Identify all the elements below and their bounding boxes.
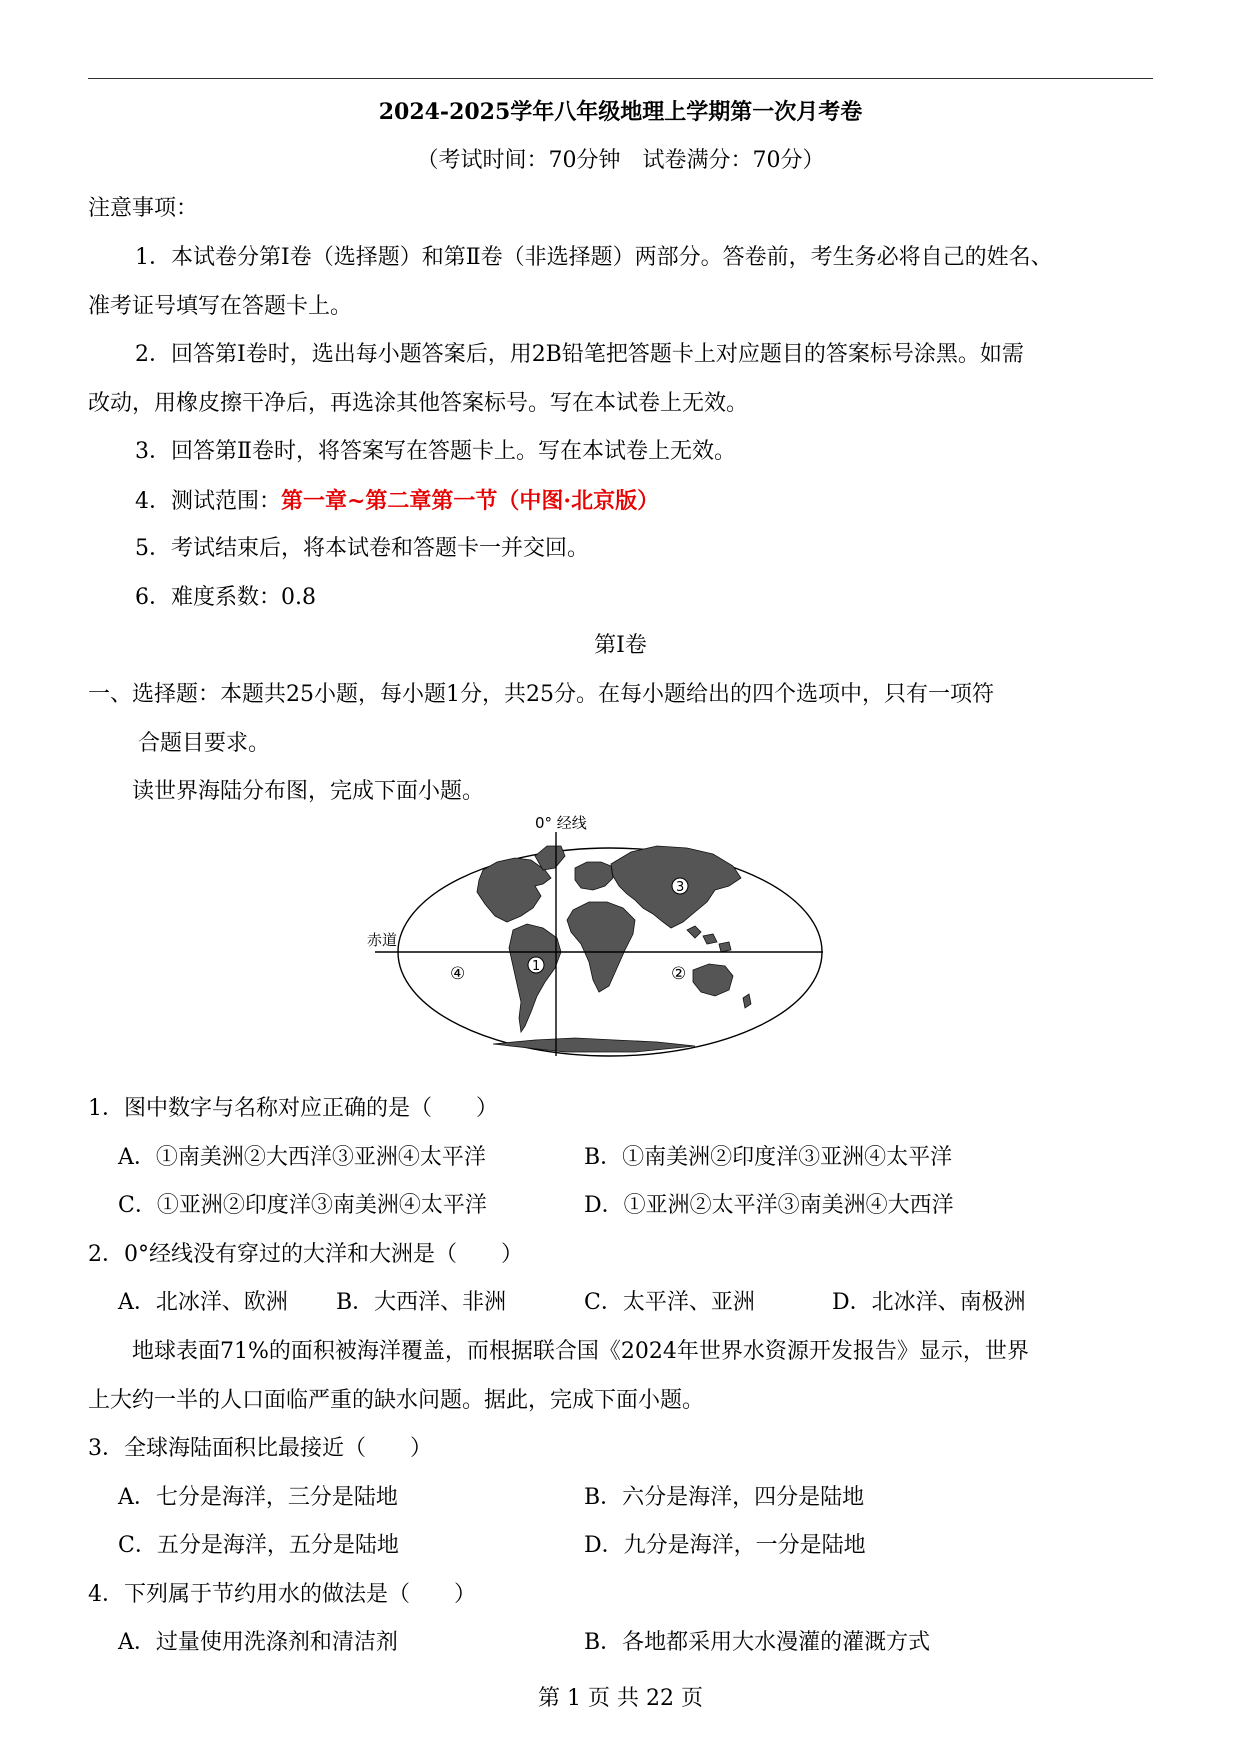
q3-option-d[interactable]: D．九分是海洋，一分是陆地 [584, 1533, 866, 1558]
marker-3-label: 3 [676, 880, 685, 895]
note-4-label: 4．测试范围： [135, 489, 281, 514]
section-heading-line-a: 一、选择题：本题共25小题，每小题1分，共25分。在每小题给出的四个选项中，只有一项符 [88, 682, 994, 707]
note-1-line-a: 1．本试卷分第Ⅰ卷（选择题）和第Ⅱ卷（非选择题）两部分。答卷前，考生务必将自己的姓名、 [135, 245, 1053, 270]
equator-label: 赤道 [367, 931, 398, 949]
q3-option-b[interactable]: B．六分是海洋，四分是陆地 [584, 1485, 865, 1510]
note-2-line-b: 改动，用橡皮擦干净后，再选涂其他答案标号。写在本试卷上无效。 [88, 391, 749, 416]
notes-heading: 注意事项： [88, 196, 199, 221]
q1-option-d[interactable]: D．①亚洲②太平洋③南美洲④大西洋 [584, 1193, 954, 1218]
q1-option-a[interactable]: A．①南美洲②大西洋③亚洲④太平洋 [118, 1145, 486, 1170]
marker-2-label: ② [671, 964, 687, 984]
q3-option-c[interactable]: C．五分是海洋，五分是陆地 [118, 1533, 399, 1558]
note-1-line-b: 准考证号填写在答题卡上。 [88, 294, 353, 319]
exam-subtitle: （考试时间：70分钟 试卷满分：70分） [416, 148, 825, 173]
section-heading-line-b: 合题目要求。 [138, 731, 271, 756]
marker-1-label: 1 [532, 959, 541, 974]
q2-option-b[interactable]: B．大西洋、非洲 [336, 1290, 507, 1315]
note-5: 5．考试结束后，将本试卷和答题卡一并交回。 [135, 536, 589, 561]
q3-option-a[interactable]: A．七分是海洋，三分是陆地 [118, 1485, 398, 1510]
exam-title: 2024-2025学年八年级地理上学期第一次月考卷 [378, 99, 863, 125]
world-map [367, 812, 825, 1064]
q2-stem: 2．0°经线没有穿过的大洋和大洲是（ ） [88, 1242, 523, 1267]
map-intro: 读世界海陆分布图，完成下面小题。 [132, 779, 485, 804]
page-footer: 第 1 页 共 22 页 [538, 1686, 703, 1711]
q2-option-c[interactable]: C．太平洋、亚洲 [584, 1290, 755, 1315]
note-2-line-a: 2．回答第Ⅰ卷时，选出每小题答案后，用2B铅笔把答题卡上对应题目的答案标号涂黑。如需 [135, 342, 1024, 367]
q3-stem: 3．全球海陆面积比最接近（ ） [88, 1436, 432, 1461]
q4-option-a[interactable]: A．过量使用洗涤剂和清洁剂 [118, 1630, 398, 1655]
note-6: 6．难度系数：0.8 [135, 585, 316, 610]
meridian-label: 0° 经线 [535, 814, 587, 832]
q1-stem: 1．图中数字与名称对应正确的是（ ） [88, 1096, 498, 1121]
test-scope: 第一章~第二章第一节（中图·北京版） [281, 488, 660, 514]
water-intro-line-a: 地球表面71%的面积被海洋覆盖，而根据联合国《2024年世界水资源开发报告》显示，世界 [132, 1339, 1029, 1364]
header-rule [88, 78, 1153, 79]
note-4 [135, 486, 659, 517]
note-3: 3．回答第Ⅱ卷时，将答案写在答题卡上。写在本试卷上无效。 [135, 439, 736, 464]
volume-title: 第Ⅰ卷 [594, 633, 647, 658]
q1-option-c[interactable]: C．①亚洲②印度洋③南美洲④太平洋 [118, 1193, 487, 1218]
q2-option-d[interactable]: D．北冰洋、南极洲 [832, 1290, 1026, 1315]
q4-option-b[interactable]: B．各地都采用大水漫灌的灌溉方式 [584, 1630, 931, 1655]
q4-stem: 4．下列属于节约用水的做法是（ ） [88, 1582, 476, 1607]
q2-option-a[interactable]: A．北冰洋、欧洲 [118, 1290, 288, 1315]
marker-4-label: ④ [450, 964, 466, 984]
water-intro-line-b: 上大约一半的人口面临严重的缺水问题。据此，完成下面小题。 [88, 1388, 705, 1413]
q1-option-b[interactable]: B．①南美洲②印度洋③亚洲④太平洋 [584, 1145, 953, 1170]
